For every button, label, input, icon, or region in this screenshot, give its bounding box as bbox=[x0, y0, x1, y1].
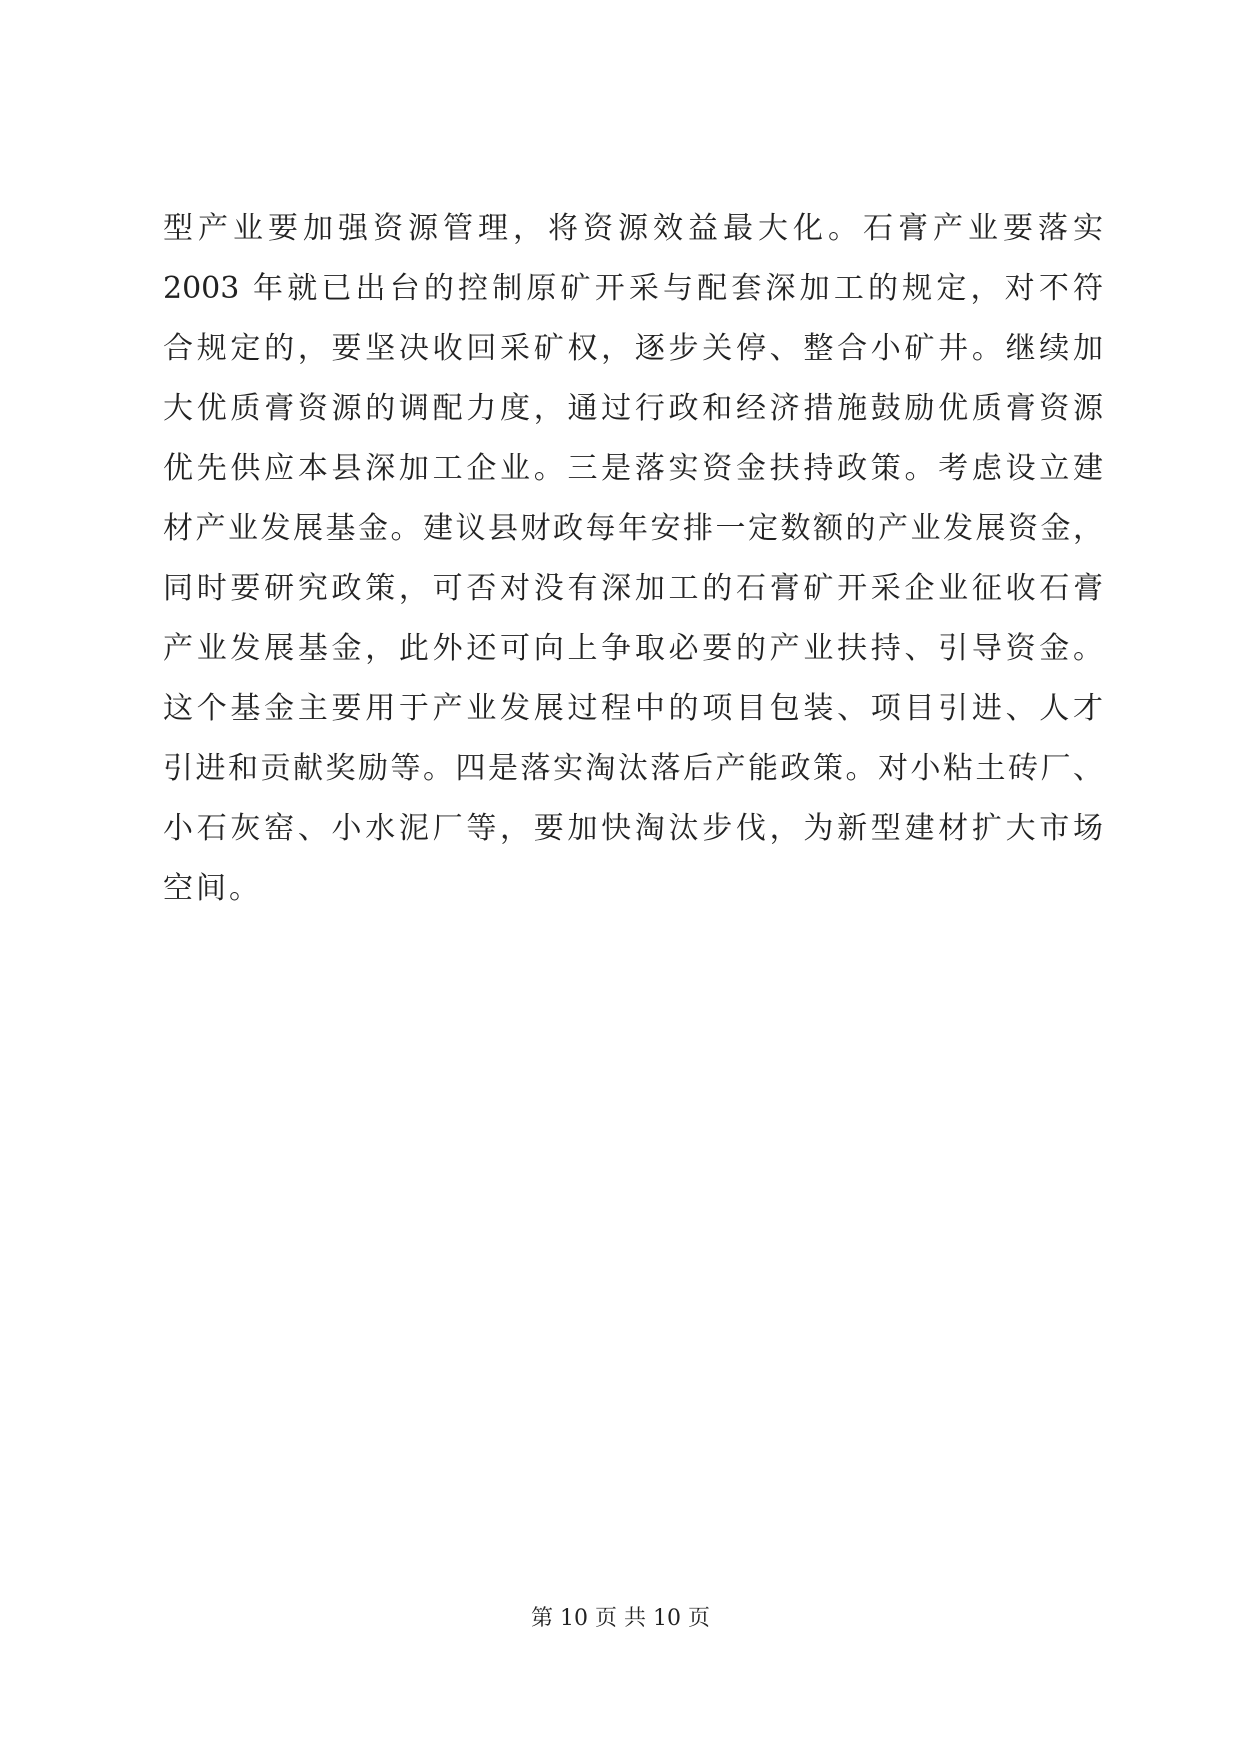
text-line: 2003 年就已出台的控制原矿开采与配套深加工的规定，对不符 bbox=[163, 271, 1103, 306]
text-line: 这个基金主要用于产业发展过程中的项目包装、项目引进、人才 bbox=[163, 691, 1103, 726]
text-line: 产业发展基金，此外还可向上争取必要的产业扶持、引导资金。 bbox=[163, 631, 1103, 666]
text-line: 小石灰窑、小水泥厂等，要加快淘汰步伐，为新型建材扩大市场 bbox=[163, 811, 1103, 846]
text-line: 合规定的，要坚决收回采矿权，逐步关停、整合小矿井。继续加 bbox=[163, 331, 1103, 366]
text-line: 材产业发展基金。建议县财政每年安排一定数额的产业发展资金， bbox=[163, 511, 1103, 546]
text-line: 优先供应本县深加工企业。三是落实资金扶持政策。考虑设立建 bbox=[163, 451, 1103, 486]
page-number-footer: 第 10 页 共 10 页 bbox=[531, 1606, 710, 1631]
text-line: 型产业要加强资源管理，将资源效益最大化。石膏产业要落实 bbox=[163, 211, 1103, 246]
text-line: 引进和贡献奖励等。四是落实淘汰落后产能政策。对小粘土砖厂、 bbox=[163, 751, 1103, 786]
text-line: 大优质膏资源的调配力度，通过行政和经济措施鼓励优质膏资源 bbox=[163, 391, 1103, 426]
text-line: 空间。 bbox=[163, 871, 262, 906]
body-paragraph bbox=[163, 199, 1103, 919]
text-line: 同时要研究政策，可否对没有深加工的石膏矿开采企业征收石膏 bbox=[163, 571, 1103, 606]
